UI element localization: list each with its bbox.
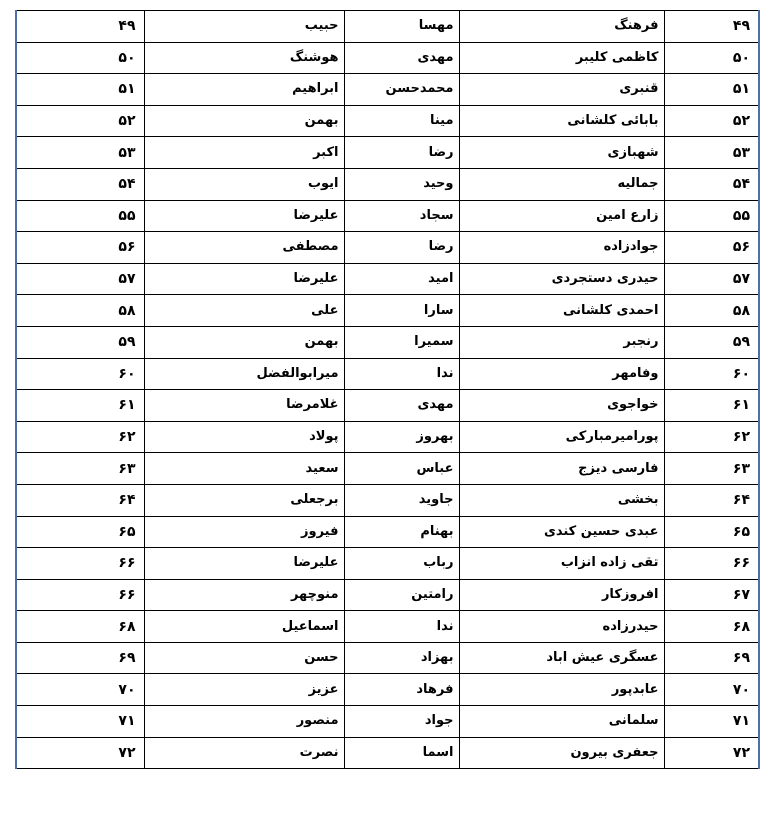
- reference-number-cell: ۵۶: [16, 232, 144, 264]
- table-row: [16, 453, 759, 485]
- row-number-cell: ۶۵: [664, 516, 759, 548]
- table-row: [16, 326, 759, 358]
- reference-number-cell: ۷۲: [16, 737, 144, 769]
- reference-number-cell: ۵۵: [16, 200, 144, 232]
- last-name-cell: زارع امین: [459, 200, 664, 232]
- father-name-cell: اسماعیل: [144, 611, 344, 643]
- first-name-cell: وحید: [344, 168, 459, 200]
- table-row: [16, 642, 759, 674]
- row-number-cell: ۵۰: [664, 42, 759, 74]
- father-name-cell: منصور: [144, 706, 344, 738]
- first-name-cell: مهسا: [344, 11, 459, 43]
- row-number-cell: ۶۳: [664, 453, 759, 485]
- table-row: [16, 579, 759, 611]
- last-name-cell: قنبری: [459, 74, 664, 106]
- table-row: [16, 548, 759, 580]
- reference-number-cell: ۶۲: [16, 421, 144, 453]
- first-name-cell: محمدحسن: [344, 74, 459, 106]
- table-row: [16, 263, 759, 295]
- father-name-cell: غلامرضا: [144, 390, 344, 422]
- table-row: [16, 137, 759, 169]
- row-number-cell: ۶۶: [664, 548, 759, 580]
- table-row: [16, 74, 759, 106]
- last-name-cell: احمدی کلشانی: [459, 295, 664, 327]
- row-number-cell: ۶۸: [664, 611, 759, 643]
- row-number-cell: ۷۰: [664, 674, 759, 706]
- row-number-cell: ۵۴: [664, 168, 759, 200]
- reference-number-cell: ۶۵: [16, 516, 144, 548]
- row-number-cell: ۵۶: [664, 232, 759, 264]
- row-number-cell: ۶۲: [664, 421, 759, 453]
- father-name-cell: بهمن: [144, 105, 344, 137]
- reference-number-cell: ۶۳: [16, 453, 144, 485]
- last-name-cell: حیدرزاده: [459, 611, 664, 643]
- row-number-cell: ۵۹: [664, 326, 759, 358]
- first-name-cell: رضا: [344, 232, 459, 264]
- table-row: [16, 611, 759, 643]
- first-name-cell: مهدی: [344, 42, 459, 74]
- row-number-cell: ۴۹: [664, 11, 759, 43]
- reference-number-cell: ۶۸: [16, 611, 144, 643]
- reference-number-cell: ۵۳: [16, 137, 144, 169]
- father-name-cell: علیرضا: [144, 200, 344, 232]
- father-name-cell: علی: [144, 295, 344, 327]
- first-name-cell: ندا: [344, 611, 459, 643]
- table-row: [16, 11, 759, 43]
- reference-number-cell: ۶۱: [16, 390, 144, 422]
- table-row: [16, 421, 759, 453]
- first-name-cell: بهزاد: [344, 642, 459, 674]
- reference-number-cell: ۷۰: [16, 674, 144, 706]
- row-number-cell: ۵۳: [664, 137, 759, 169]
- reference-number-cell: ۶۶: [16, 548, 144, 580]
- father-name-cell: نصرت: [144, 737, 344, 769]
- row-number-cell: ۷۲: [664, 737, 759, 769]
- last-name-cell: کاظمی کلیبر: [459, 42, 664, 74]
- last-name-cell: بخشی: [459, 484, 664, 516]
- father-name-cell: پولاد: [144, 421, 344, 453]
- last-name-cell: جعفری بیرون: [459, 737, 664, 769]
- reference-number-cell: ۷۱: [16, 706, 144, 738]
- table-row: [16, 105, 759, 137]
- row-number-cell: ۵۵: [664, 200, 759, 232]
- table-row: [16, 706, 759, 738]
- first-name-cell: رضا: [344, 137, 459, 169]
- first-name-cell: بهنام: [344, 516, 459, 548]
- table-row: [16, 232, 759, 264]
- first-name-cell: مینا: [344, 105, 459, 137]
- father-name-cell: منوچهر: [144, 579, 344, 611]
- first-name-cell: رباب: [344, 548, 459, 580]
- father-name-cell: علیرضا: [144, 263, 344, 295]
- last-name-cell: فارسی دیزج: [459, 453, 664, 485]
- reference-number-cell: ۵۸: [16, 295, 144, 327]
- table-row: [16, 516, 759, 548]
- last-name-cell: عبدی حسین کندی: [459, 516, 664, 548]
- last-name-cell: شهبازی: [459, 137, 664, 169]
- reference-number-cell: ۵۱: [16, 74, 144, 106]
- last-name-cell: فرهنگ: [459, 11, 664, 43]
- table-row: [16, 42, 759, 74]
- table-row: [16, 737, 759, 769]
- row-number-cell: ۷۱: [664, 706, 759, 738]
- reference-number-cell: ۶۹: [16, 642, 144, 674]
- last-name-cell: پورامیرمبارکی: [459, 421, 664, 453]
- first-name-cell: فرهاد: [344, 674, 459, 706]
- first-name-cell: سارا: [344, 295, 459, 327]
- table-row: [16, 168, 759, 200]
- row-number-cell: ۵۸: [664, 295, 759, 327]
- row-number-cell: ۵۲: [664, 105, 759, 137]
- first-name-cell: امید: [344, 263, 459, 295]
- father-name-cell: اکبر: [144, 137, 344, 169]
- reference-number-cell: ۶۰: [16, 358, 144, 390]
- row-number-cell: ۶۹: [664, 642, 759, 674]
- row-number-cell: ۶۷: [664, 579, 759, 611]
- first-name-cell: جاوید: [344, 484, 459, 516]
- table-row: [16, 200, 759, 232]
- father-name-cell: حبیب: [144, 11, 344, 43]
- first-name-cell: ندا: [344, 358, 459, 390]
- last-name-cell: حیدری دستجردی: [459, 263, 664, 295]
- father-name-cell: ابراهیم: [144, 74, 344, 106]
- father-name-cell: حسن: [144, 642, 344, 674]
- reference-number-cell: ۵۴: [16, 168, 144, 200]
- last-name-cell: خواجوی: [459, 390, 664, 422]
- first-name-cell: سمیرا: [344, 326, 459, 358]
- father-name-cell: برجعلی: [144, 484, 344, 516]
- first-name-cell: جواد: [344, 706, 459, 738]
- table-row: [16, 358, 759, 390]
- reference-number-cell: ۵۹: [16, 326, 144, 358]
- reference-number-cell: ۴۹: [16, 11, 144, 43]
- reference-number-cell: ۵۲: [16, 105, 144, 137]
- reference-number-cell: ۶۶: [16, 579, 144, 611]
- father-name-cell: فیروز: [144, 516, 344, 548]
- father-name-cell: عزیز: [144, 674, 344, 706]
- last-name-cell: وفامهر: [459, 358, 664, 390]
- table-row: [16, 484, 759, 516]
- father-name-cell: علیرضا: [144, 548, 344, 580]
- father-name-cell: هوشنگ: [144, 42, 344, 74]
- last-name-cell: سلمانی: [459, 706, 664, 738]
- last-name-cell: رنجبر: [459, 326, 664, 358]
- first-name-cell: سجاد: [344, 200, 459, 232]
- row-number-cell: ۵۱: [664, 74, 759, 106]
- last-name-cell: عابدپور: [459, 674, 664, 706]
- table-row: [16, 295, 759, 327]
- father-name-cell: ایوب: [144, 168, 344, 200]
- last-name-cell: تقی زاده انزاب: [459, 548, 664, 580]
- last-name-cell: افروزکار: [459, 579, 664, 611]
- reference-number-cell: ۶۴: [16, 484, 144, 516]
- father-name-cell: میرابوالفضل: [144, 358, 344, 390]
- last-name-cell: عسگری عیش اباد: [459, 642, 664, 674]
- table-row: [16, 390, 759, 422]
- row-number-cell: ۵۷: [664, 263, 759, 295]
- father-name-cell: مصطفی: [144, 232, 344, 264]
- first-name-cell: عباس: [344, 453, 459, 485]
- father-name-cell: سعید: [144, 453, 344, 485]
- first-name-cell: مهدی: [344, 390, 459, 422]
- row-number-cell: ۶۱: [664, 390, 759, 422]
- first-name-cell: اسما: [344, 737, 459, 769]
- roster-table: [15, 10, 760, 769]
- reference-number-cell: ۵۰: [16, 42, 144, 74]
- first-name-cell: بهروز: [344, 421, 459, 453]
- reference-number-cell: ۵۷: [16, 263, 144, 295]
- roster-body: [16, 11, 759, 769]
- first-name-cell: رامتین: [344, 579, 459, 611]
- row-number-cell: ۶۴: [664, 484, 759, 516]
- last-name-cell: جوادزاده: [459, 232, 664, 264]
- last-name-cell: بابائی کلشانی: [459, 105, 664, 137]
- table-row: [16, 674, 759, 706]
- father-name-cell: بهمن: [144, 326, 344, 358]
- last-name-cell: جمالیه: [459, 168, 664, 200]
- row-number-cell: ۶۰: [664, 358, 759, 390]
